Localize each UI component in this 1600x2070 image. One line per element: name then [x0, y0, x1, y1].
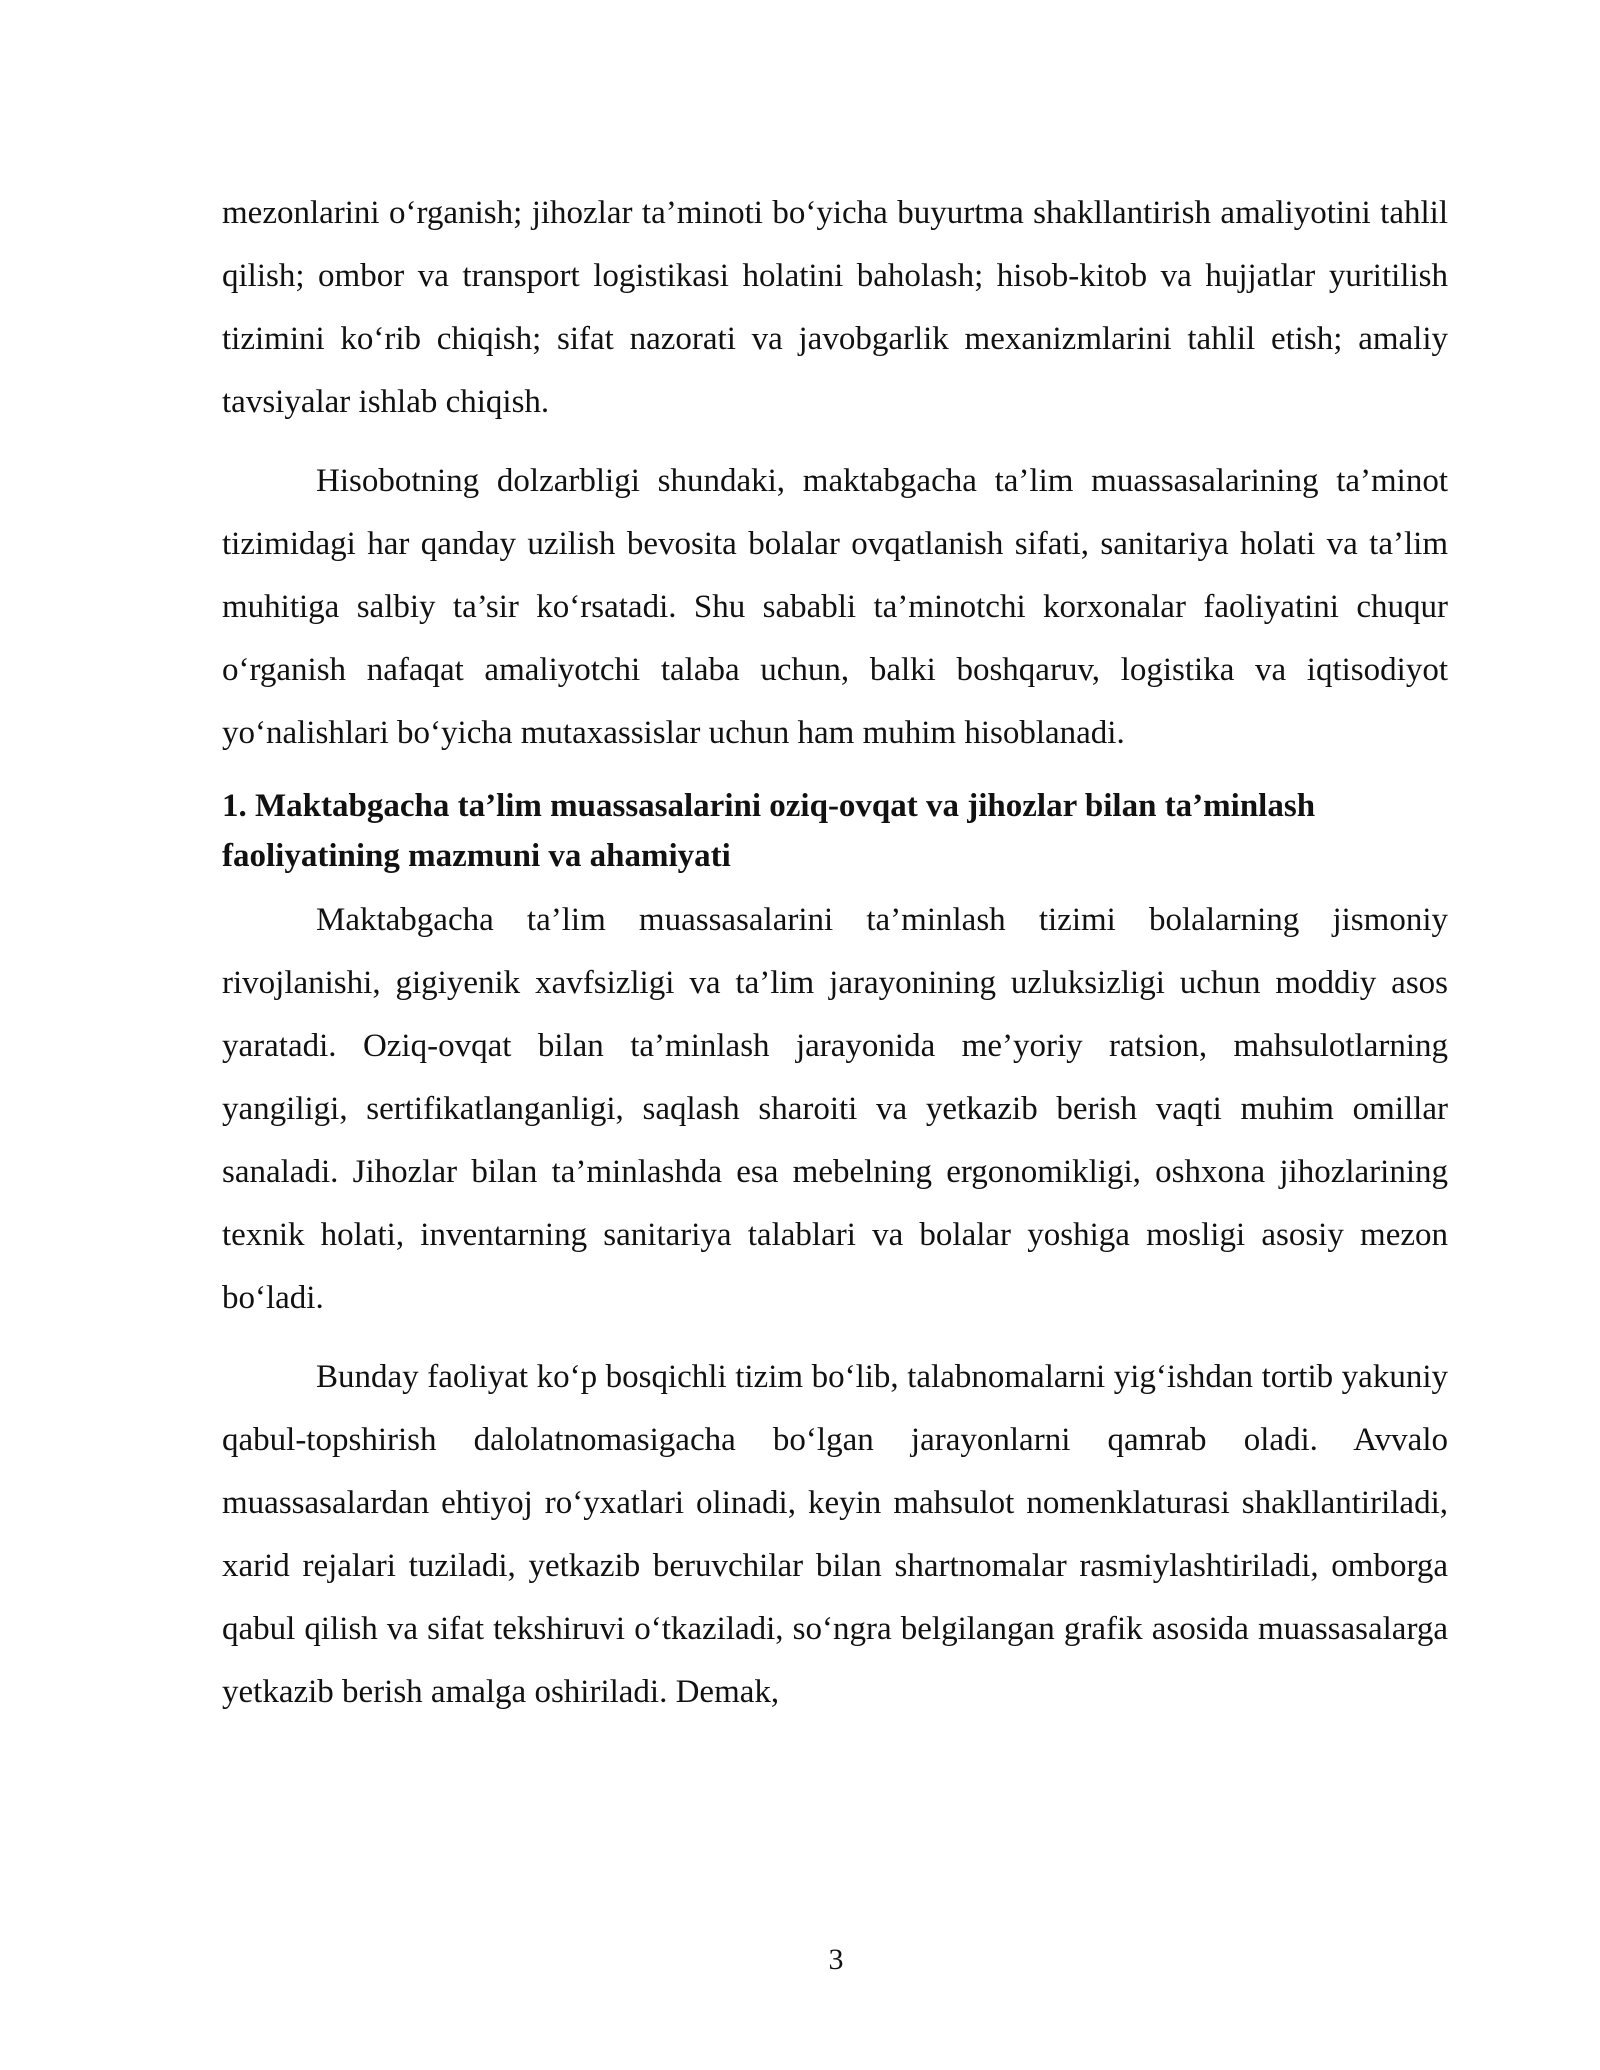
- paragraph-continuation: mezonlarini o‘rganish; jihozlar ta’minoti bo‘yicha buyurtma shakllantirish amaliyotini tahlil qilish; ombor va transport logistikasi holatini baholash; hisob-kitob va hujjatlar yuritilish tizimini ko‘rib chiqish; sifat nazorati va javobgarlik mexanizmlarini tahlil etish; amaliy tavsiyalar ishlab chiqish.: [222, 195, 1448, 420]
- document-page: [222, 182, 1448, 1724]
- section-heading: 1. Maktabgacha ta’lim muassasalarini oziq-ovqat va jihozlar bilan ta’minlash faoliyatining mazmuni va ahamiyati: [222, 788, 1316, 874]
- paragraph-supply-system: Maktabgacha ta’lim muassasalarini ta’minlash tizimi bolalarning jismoniy rivojlanishi, gigiyenik xavfsizligi va ta’lim jarayonining uzluksizligi uchun moddiy asos yaratadi. Oziq-ovqat bilan ta’minlash jarayonida me’yoriy ratsion, mahsulotlarning yangiligi, sertifikatlanganligi, saqlash sharoiti va yetkazib berish vaqti muhim omillar sanaladi. Jihozlar bilan ta’minlashda esa mebelning ergonomikligi, oshxona jihozlarining texnik holati, inventarning sanitariya talablari va bolalar yoshiga mosligi asosiy mezon bo‘ladi.: [222, 902, 1448, 1316]
- paragraph-relevance: Hisobotning dolzarbligi shundaki, maktabgacha ta’lim muassasalarining ta’minot tizimidagi har qanday uzilish bevosita bolalar ovqatlanish sifati, sanitariya holati va ta’lim muhitiga salbiy ta’sir ko‘rsatadi. Shu sababli ta’minotchi korxonalar faoliyatini chuqur o‘rganish nafaqat amaliyotchi talaba uchun, balki boshqaruv, logistika va iqtisodiyot yo‘nalishlari bo‘yicha mutaxassislar uchun ham muhim hisoblanadi.: [222, 463, 1448, 751]
- paragraph-process-stages: Bunday faoliyat ko‘p bosqichli tizim bo‘lib, talabnomalarni yig‘ishdan tortib yakuniy qabul-topshirish dalolatnomasigacha bo‘lgan jarayonlarni qamrab oladi. Avvalo muassasalardan ehtiyoj ro‘yxatlari olinadi, keyin mahsulot nomenklaturasi shakllantiriladi, xarid rejalari tuziladi, yetkazib beruvchilar bilan shartnomalar rasmiylashtiriladi, omborga qabul qilish va sifat tekshiruvi o‘tkaziladi, so‘ngra belgilangan grafik asosida muassasalarga yetkazib berish amalga oshiriladi. Demak,: [222, 1359, 1448, 1710]
- page-number: 3: [828, 1943, 844, 1976]
